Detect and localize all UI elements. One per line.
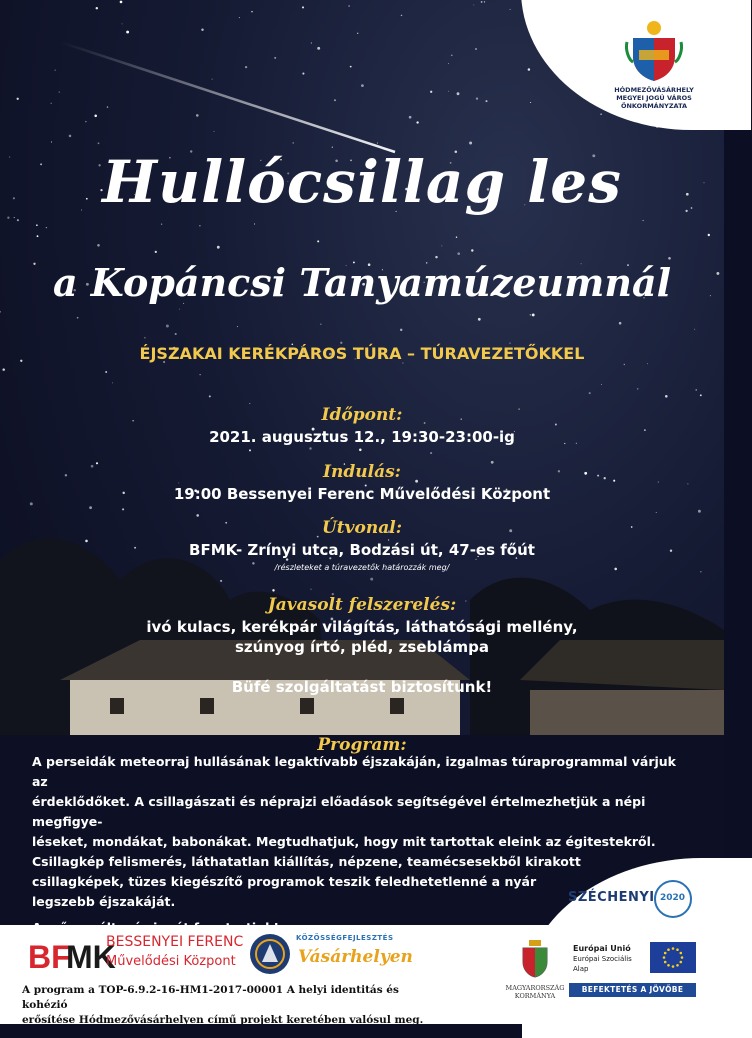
star [473,4,474,5]
star [249,449,251,451]
eu-star [664,961,667,964]
star [155,251,157,253]
program-label: Program: [317,735,407,755]
eu-star [681,956,684,959]
star [485,100,487,102]
program-line: léseket, mondákat, babonákat. Megtudhatjuk, hogy mit tartottak eleink az égitestekről. [32,834,656,849]
municipality-crest-icon [625,20,683,82]
event-subtitle-location: a Kopáncsi Tanyamúzeumnál [52,260,672,305]
star [77,317,79,319]
star [178,482,179,483]
program-line: Csillagkép felismerés, láthatatlan kiállítás, népzene, teamécsesekből kirakott [32,854,581,869]
star [2,368,4,371]
eu-star [676,964,679,967]
star [334,99,336,101]
equipment-line: szúnyog írtó, pléd, zseblámpa [234,638,490,656]
star [17,219,19,221]
star [196,114,199,117]
star [200,374,201,375]
szechenyi-text: SZÉCHENYI [568,890,655,905]
star [601,384,602,385]
star [481,1,483,3]
event-title: Hullócsillag les [102,148,622,216]
star [624,364,625,365]
star [647,363,648,364]
star [435,256,437,258]
star [430,452,432,454]
eu-flag-icon [650,942,696,973]
time-value: 2021. augusztus 12., 19:30-23:00-ig [209,428,515,446]
star [457,92,460,95]
star [161,223,162,224]
star [532,313,535,316]
star [448,63,449,64]
buffet-note: Büfé szolgáltatást biztosítunk! [231,678,493,696]
crest-text-line: ÖNKORMÁNYZATA [620,102,688,110]
star [217,246,220,249]
project-description [22,983,432,1028]
eu-title: Európai Unió [573,944,631,953]
star [441,245,442,246]
meteor-streak [60,42,395,152]
star [245,66,247,68]
star [36,224,38,226]
star [695,389,697,391]
star [97,244,100,247]
star [214,131,215,132]
star [89,506,92,509]
star [122,23,123,24]
kozossegfejlesztes-logo-icon [248,932,292,976]
svg-text:BF: BF [28,939,71,975]
start-label: Indulás: [323,462,401,482]
equipment-line: ivó kulacs, kerékpár világítás, láthatósági mellény, [146,618,578,636]
eu-fund-line: Európai Szociális [573,955,632,963]
star [409,116,412,119]
star [448,91,449,92]
svg-text:MK: MK [66,939,116,975]
star [530,314,531,315]
kozossegfejlesztes-title: KÖZÖSSÉGFEJLESZTÉS [296,934,394,942]
municipality-name [595,86,713,110]
eu-star [676,948,679,951]
program-line: csillagképek, tüzes kiegészítő programok teszik feledhetetlenné a nyár [32,874,537,889]
star [220,580,222,582]
star [456,236,457,237]
star [357,33,358,34]
star [361,84,364,87]
star [400,329,402,331]
star [528,68,531,71]
eu-star [672,965,675,968]
star [14,217,15,218]
star [309,447,311,449]
eu-star [679,952,682,955]
event-tagline: ÉJSZAKAI KERÉKPÁROS TÚRA – TÚRAVEZETŐKKEL [139,344,585,363]
mk-line: MAGYARORSZÁG [505,984,565,992]
szechenyi-year: 2020 [660,893,686,903]
project-line: erősítése Hódmezővásárhelyen című projekt keretében valósul meg. [22,1014,424,1026]
star [166,325,169,328]
star [430,91,432,93]
star [656,512,657,513]
star [694,329,695,330]
star [237,326,238,327]
star [199,225,201,227]
star [37,235,39,237]
star [274,57,276,59]
star [94,115,97,118]
star [112,382,113,383]
start-value: 19:00 Bessenyei Ferenc Művelődési Központ [173,485,551,503]
star [475,48,477,50]
star [451,54,453,56]
star [642,220,643,221]
star [401,15,403,17]
program-line: legszebb éjszakáját. [32,894,176,909]
star [619,322,622,325]
star [317,240,319,242]
star [46,227,47,228]
star [59,92,60,93]
star [0,311,1,313]
star [637,388,638,389]
star [510,9,511,10]
star [665,395,668,398]
star [85,121,86,122]
eu-banner: BEFEKTETÉS A JÖVŐBE [569,983,696,997]
route-value: BFMK- Zrínyi utca, Bodzási út, 47-es főút [189,541,535,559]
star [249,403,250,404]
program-line: érdeklődőket. A csillagászati és néprajzi előadások segítségével értelmezhetjük a népi megfigye- [32,794,646,829]
eu-star [667,948,670,951]
star [292,142,294,144]
star [350,66,352,68]
star [107,106,108,107]
star [359,449,362,452]
star [212,79,213,80]
hungary-government-crest-icon [520,940,550,978]
star [96,7,98,9]
eu-star [679,961,682,964]
star [175,333,177,335]
star [377,142,378,143]
crest-text-line: MEGYEI JOGÚ VÁROS [616,94,692,102]
kozossegfejlesztes-city: Vásárhelyen [298,947,413,967]
star [476,97,478,99]
star [469,142,472,145]
star [317,47,320,50]
star [272,589,274,591]
star [320,324,321,325]
star [311,42,312,43]
route-label: Útvonal: [321,518,402,538]
time-label: Időpont: [321,405,403,425]
star [7,217,9,219]
star [302,73,304,75]
equipment-label: Javasolt felszerelés: [267,595,457,615]
star [302,6,304,8]
star [700,394,702,396]
eu-star [667,964,670,967]
star [478,318,481,321]
star [698,510,701,513]
hungary-government-label [505,984,565,1000]
mk-line: KORMÁNYA [514,992,556,1000]
crest-text-line: HÓDMEZŐVÁSÁRHELY [614,86,694,94]
star [589,392,591,394]
star [55,70,56,71]
bfmk-subtitle: Művelődési Központ [106,954,236,969]
star [69,135,72,138]
star [254,224,255,225]
star [530,102,531,103]
star [471,249,473,251]
project-line: A program a TOP-6.9.2-16-HM1-2017-00001 A helyi identitás és kohézió [22,984,399,1011]
star [310,589,311,590]
route-note: /részleteket a túravezetők határozzák meg/ [274,563,450,572]
star [209,395,211,397]
star [122,508,124,510]
star [105,371,107,373]
star [196,514,199,517]
star [51,141,52,142]
star [708,234,710,236]
star [416,121,418,123]
star [17,98,19,100]
star [201,29,203,31]
eu-star [663,956,666,959]
star [144,337,146,339]
star [179,309,180,310]
star [349,5,350,6]
bfmk-name: BESSENYEI FERENC [106,934,244,950]
star [126,31,129,34]
star [484,1,485,2]
eu-star [664,952,667,955]
star [370,578,373,581]
star [600,113,602,115]
program-line: A perseidák meteorraj hullásának legaktívabb éjszakáján, izgalmas túraprogrammal várjuk az [32,754,676,789]
star [239,17,240,18]
eu-star [672,947,675,950]
star [457,252,460,255]
star [98,142,100,144]
eu-fund-line: Alap [573,965,589,973]
star [251,11,252,12]
star [120,1,123,4]
star [51,103,52,104]
bfmk-logo-icon [28,934,116,976]
